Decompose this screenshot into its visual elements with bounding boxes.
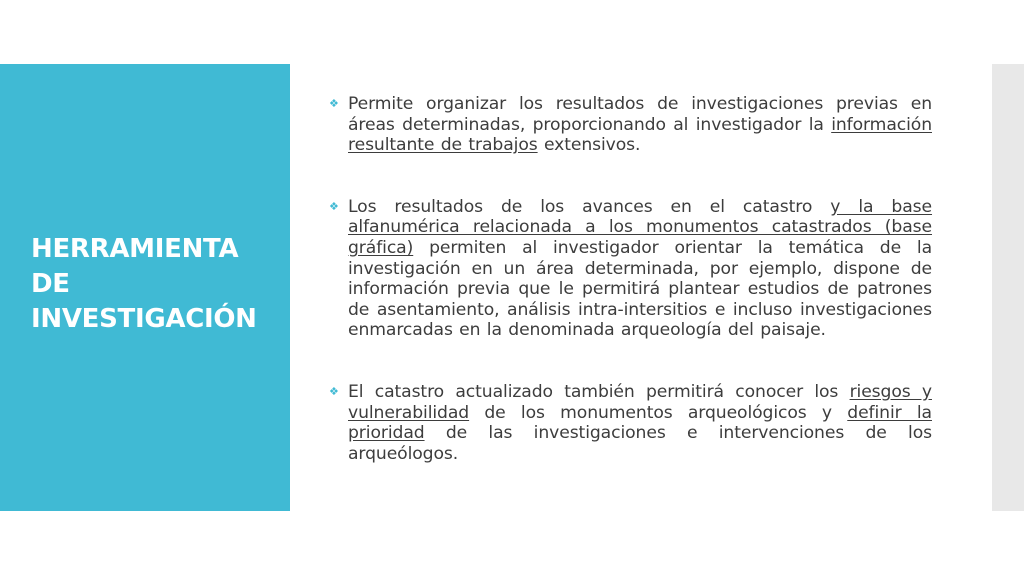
diamond-bullet-icon: ❖ bbox=[329, 97, 339, 110]
bullet-text: Los resultados de los avances en el catastro bbox=[348, 196, 831, 217]
title-line: INVESTIGACIÓN bbox=[31, 304, 257, 334]
diamond-bullet-icon: ❖ bbox=[329, 384, 339, 398]
bullet-item bbox=[329, 94, 932, 156]
bullet-text: Permite organizar los resultados de investigaciones previas en áreas determinadas, proporcionando al investigador la bbox=[348, 94, 932, 135]
bullet-item bbox=[329, 382, 932, 464]
underlined-text: riesgos y vulnerabilidad bbox=[348, 381, 932, 423]
slide-title bbox=[31, 232, 281, 337]
bullet-text: permiten al investigador orientar la temática de la investigación en un área determinada, por ejemplo, dispone de información previa que le permitirá plantear estudios de patrones de asentamiento, análisis intra-intersitios e incluso investigaciones enmarcadas en la denominada arqueología del paisaje. bbox=[348, 237, 932, 341]
bullet-text: de las investigaciones e intervenciones de los arqueólogos. bbox=[348, 423, 932, 464]
side-strip bbox=[992, 64, 1024, 511]
underlined-text: información resultante de trabajos bbox=[348, 114, 932, 156]
underlined-text: definir la prioridad bbox=[348, 402, 932, 444]
title-line: HERRAMIENTA bbox=[31, 234, 239, 264]
bullet-text: de los monumentos arqueológicos y bbox=[469, 402, 848, 423]
bullet-text: extensivos. bbox=[537, 135, 641, 156]
underlined-text: y la base alfanumérica relacionada a los monumentos catastrados (base gráfica) bbox=[348, 196, 933, 258]
diamond-bullet-icon: ❖ bbox=[329, 199, 339, 213]
title-line: DE bbox=[31, 269, 70, 299]
bullet-item bbox=[329, 197, 932, 341]
bullet-text: El catastro actualizado también permitirá conocer los bbox=[348, 381, 850, 402]
bullet-list bbox=[329, 94, 932, 464]
